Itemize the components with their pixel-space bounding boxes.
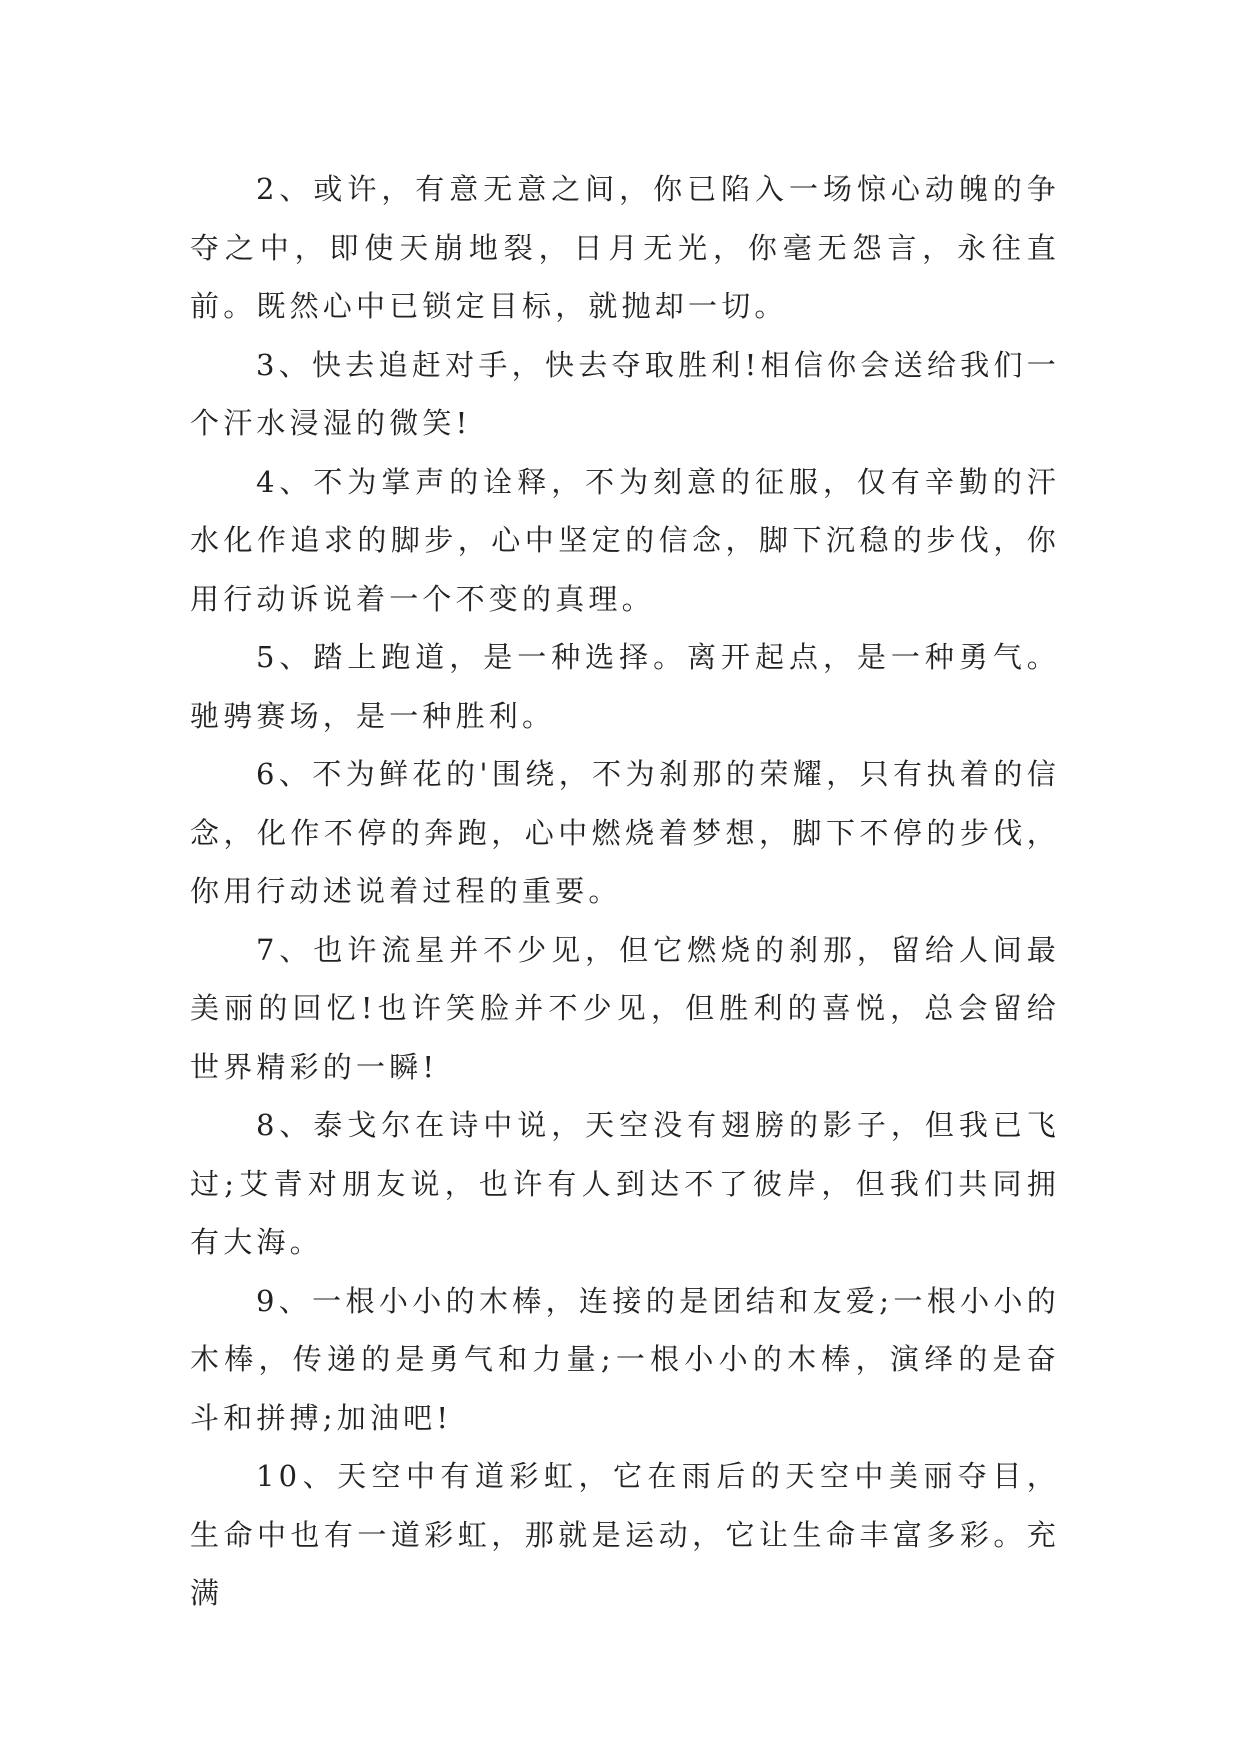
paragraph-3: 3、快去追赶对手，快去夺取胜利!相信你会送给我们一个汗水浸湿的微笑! xyxy=(190,347,1060,440)
paragraph-7: 7、也许流星并不少见，但它燃烧的刹那，留给人间最美丽的回忆!也许笑脸并不少见，但胜利的喜悦，总会留给世界精彩的一瞬! xyxy=(190,932,1060,1084)
paragraph-8: 8、泰戈尔在诗中说，天空没有翅膀的影子，但我已飞过;艾青对朋友说，也许有人到达不了彼岸，但我们共同拥有大海。 xyxy=(190,1108,1060,1259)
paragraph-5: 5、踏上跑道，是一种选择。离开起点，是一种勇气。驰骋赛场，是一种胜利。 xyxy=(190,640,1060,733)
paragraph-4: 4、不为掌声的诠释，不为刻意的征服，仅有辛勤的汗水化作追求的脚步，心中坚定的信念，脚下沉稳的步伐，你用行动诉说着一个不变的真理。 xyxy=(190,464,1060,616)
paragraph-2 xyxy=(190,160,1060,336)
document-body xyxy=(190,160,1060,1623)
paragraph-6: 6、不为鲜花的'围绕，不为刹那的荣耀，只有执着的信念，化作不停的奔跑，心中燃烧着梦想，脚下不停的步伐，你用行动述说着过程的重要。 xyxy=(190,757,1060,908)
paragraph-2-text: 2、或许，有意无意之间，你已陷入一场惊心动魄的争夺之中，即使天崩地裂，日月无光，你毫无怨言，永往直前。 xyxy=(190,172,1060,323)
paragraph-2-text-end: 既然心中已锁定目标，就抛却一切。 xyxy=(256,289,788,323)
paragraph-9: 9、一根小小的木棒，连接的是团结和友爱;一根小小的木棒，传递的是勇气和力量;一根小小的木棒，演绎的是奋斗和拼搏;加油吧! xyxy=(190,1283,1060,1435)
paragraph-10: 10、天空中有道彩虹，它在雨后的天空中美丽夺目，生命中也有一道彩虹，那就是运动，它让生命丰富多彩。充满 xyxy=(190,1459,1060,1610)
